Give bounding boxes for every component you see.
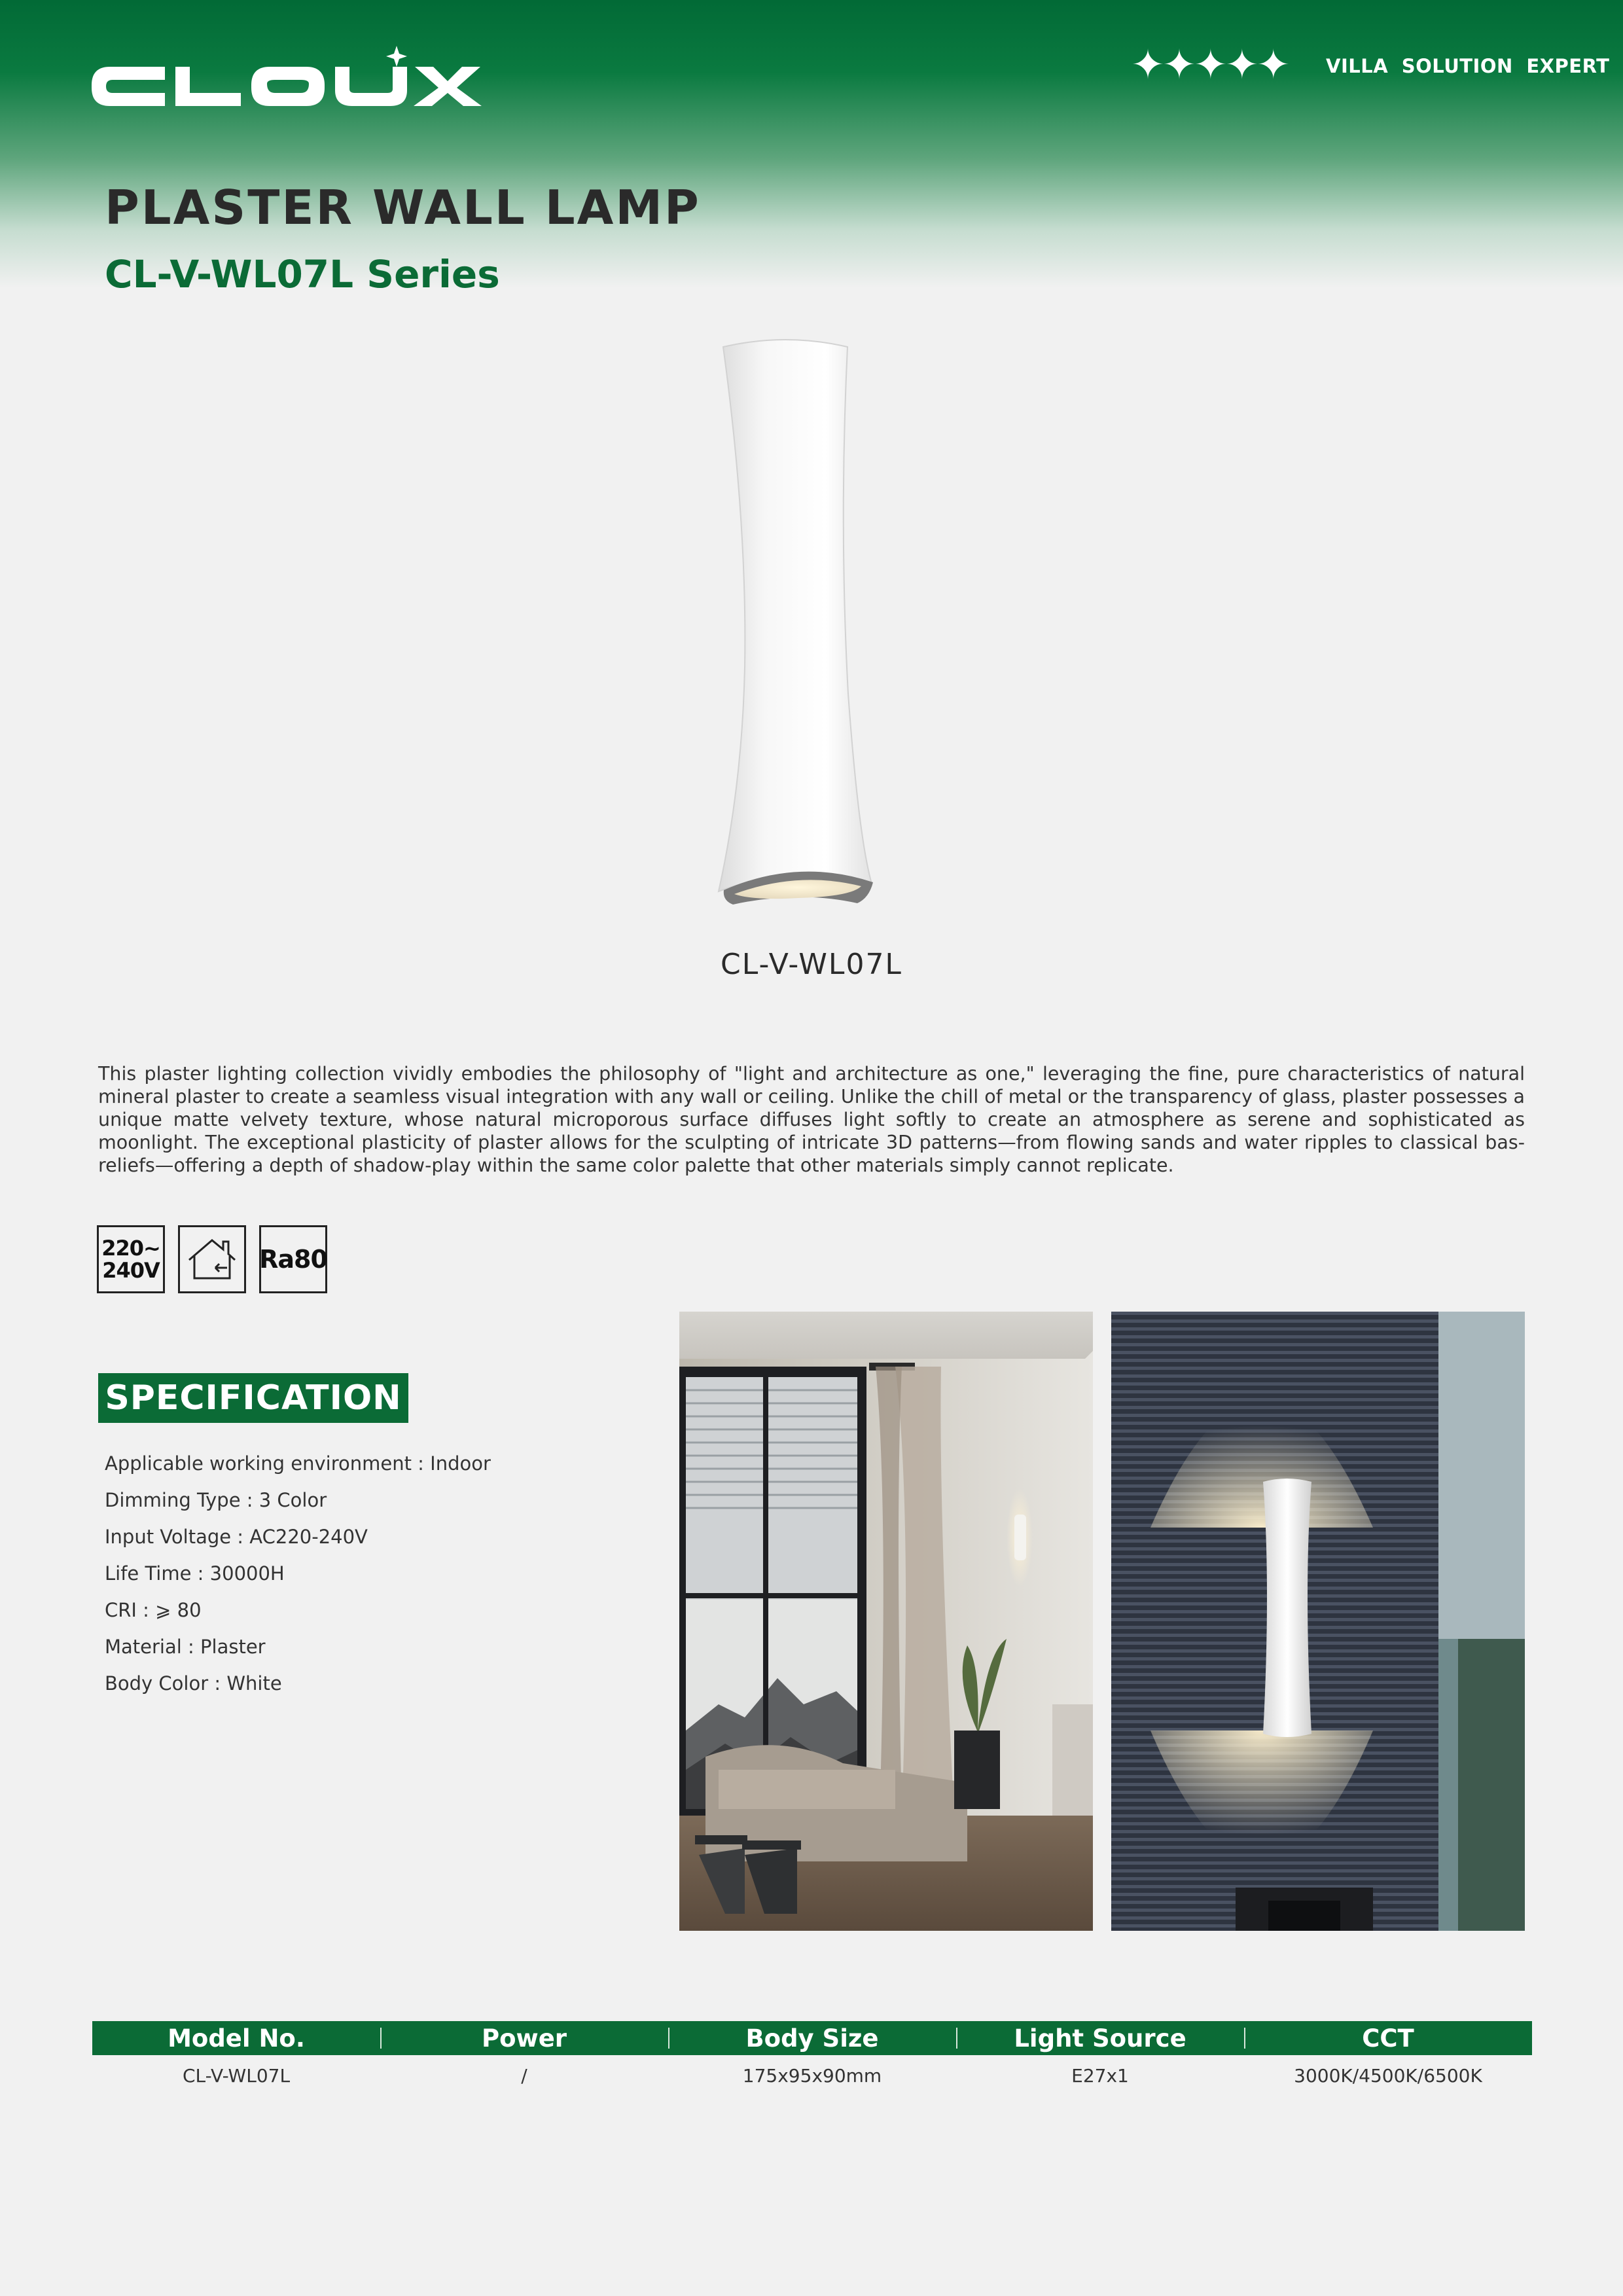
product-table	[92, 2021, 1532, 2096]
indoor-house-icon	[178, 1225, 246, 1293]
table-cell: 3000K/4500K/6500K	[1294, 2064, 1482, 2087]
brand-logo	[92, 46, 484, 118]
wall-photo	[1111, 1312, 1525, 1931]
series-title: CL-V-WL07L Series	[105, 252, 500, 296]
table-header	[92, 2021, 1532, 2055]
specification-heading: SPECIFICATION	[98, 1373, 408, 1423]
voltage-badge-line2: 240V	[102, 1258, 160, 1283]
spec-item: Applicable working environment : Indoor	[105, 1452, 491, 1475]
spec-item: Material : Plaster	[105, 1636, 266, 1658]
table-header-cell: Power	[380, 2021, 668, 2055]
table-header-cell: Model No.	[168, 2024, 305, 2053]
table-cell: /	[521, 2064, 527, 2087]
product-image	[687, 327, 949, 916]
room-photo	[679, 1312, 1093, 1931]
spec-item: Dimming Type : 3 Color	[105, 1489, 327, 1511]
voltage-badge-line1: 220~	[101, 1236, 160, 1261]
table-cell: CL-V-WL07L	[182, 2064, 291, 2087]
specification-list	[105, 1445, 491, 1702]
spec-item: Body Color : White	[105, 1672, 282, 1695]
spec-item: Life Time : 30000H	[105, 1562, 285, 1585]
voltage-badge	[97, 1225, 165, 1293]
table-cell: E27x1	[1071, 2064, 1129, 2087]
table-row	[92, 2055, 1532, 2096]
rating-stars: ✦✦✦✦✦	[1131, 41, 1288, 88]
spec-item: Input Voltage : AC220-240V	[105, 1526, 368, 1548]
table-header-cell: Light Source	[956, 2021, 1244, 2055]
brand-tagline: VILLA SOLUTION EXPERT	[1326, 55, 1610, 77]
table-cell: 175x95x90mm	[742, 2064, 882, 2087]
page-title: PLASTER WALL LAMP	[105, 180, 701, 235]
table-header-cell: CCT	[1244, 2021, 1532, 2055]
cri-badge: Ra80	[259, 1225, 327, 1293]
product-model-caption: CL-V-WL07L	[721, 948, 902, 981]
spec-item: CRI : ⩾ 80	[105, 1599, 202, 1621]
product-description: This plaster lighting collection vividly embodies the philosophy of "light and architecture as one," leveraging the fine, pure characteristics of natural mineral plaster to create a seamless visual integration with any wall or ceiling. Unlike the chill of metal or the transparency of glass, plaster possesses a unique matte velvety texture, whose natural microporous surface diffuses light softly to create an atmosphere as serene and sophisticated as moonlight. The exceptional plasticity of plaster allows for the sculpting of intricate 3D patterns—from flowing sands and water ripples to classical bas-reliefs—offering a depth of shadow-play within the same color palette that other materials simply cannot replicate.	[98, 1062, 1525, 1176]
feature-badges	[97, 1225, 327, 1293]
table-header-cell: Body Size	[668, 2021, 956, 2055]
header-band	[0, 0, 1623, 288]
